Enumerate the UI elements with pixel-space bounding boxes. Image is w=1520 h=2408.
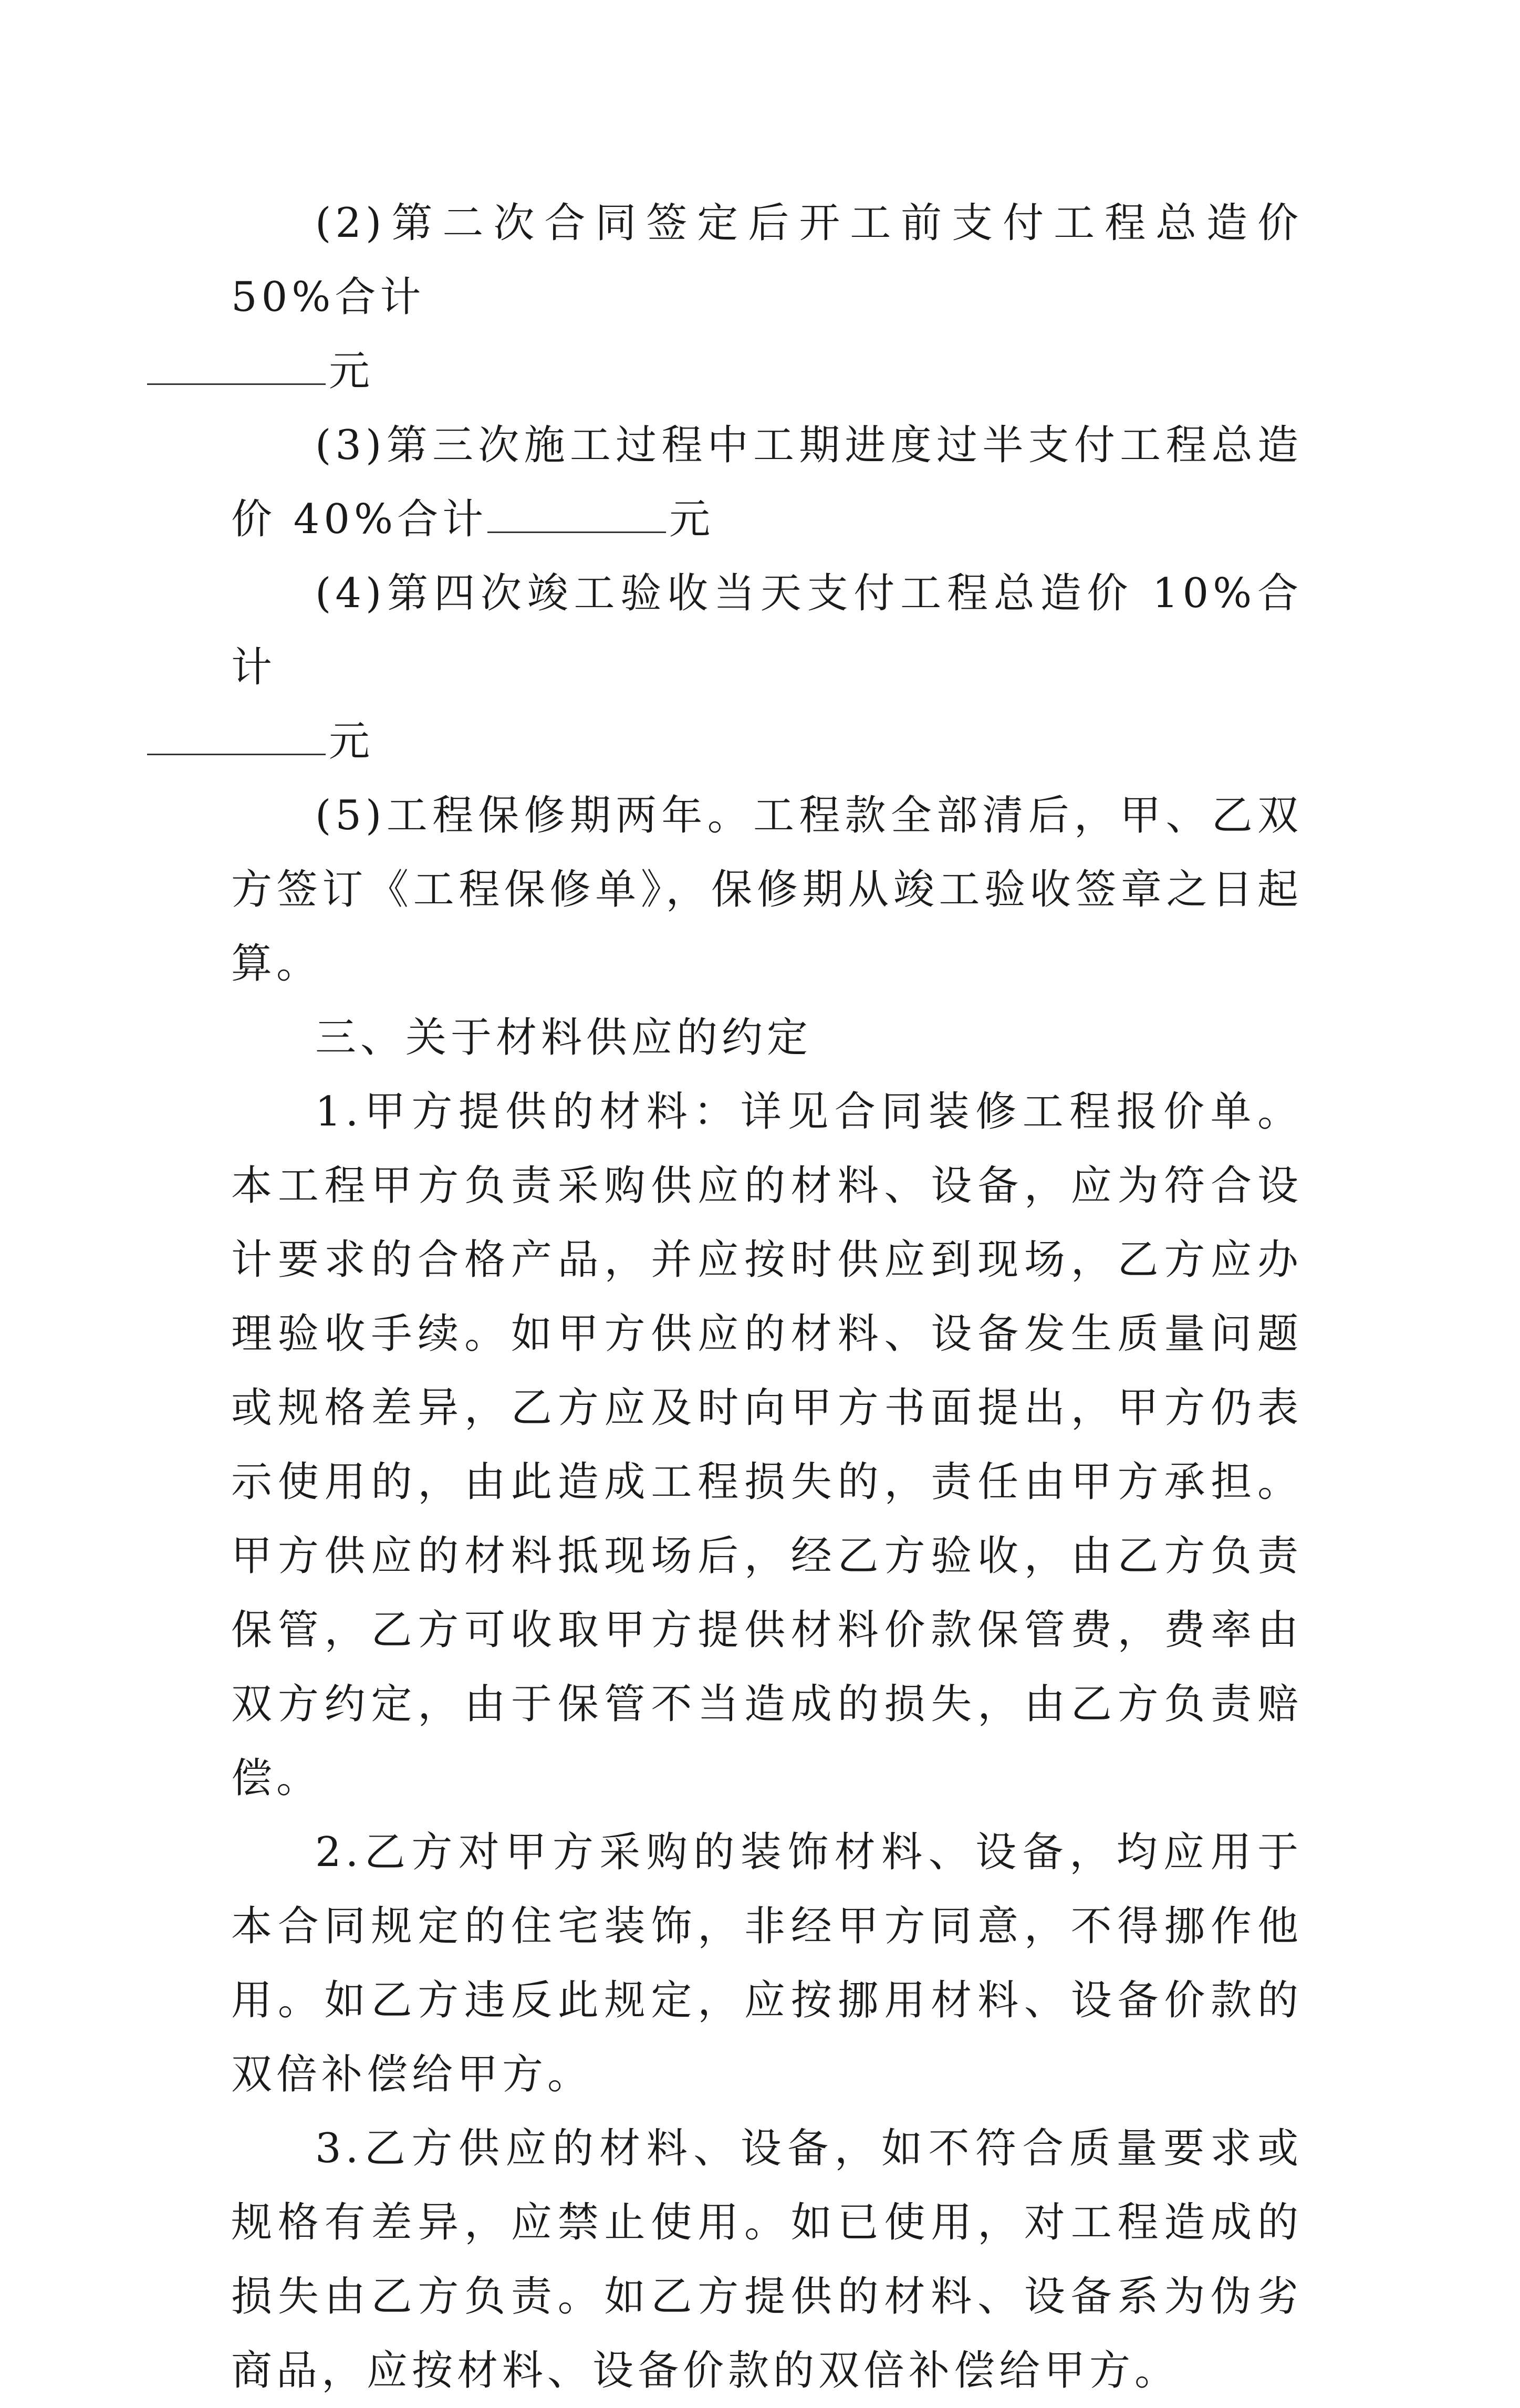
payment-item-4-text: (4)第四次竣工验收当天支付工程总造价 10%合计 — [231, 570, 1303, 691]
amount-blank-4 — [147, 717, 326, 755]
payment-item-3-unit: 元 — [669, 496, 715, 543]
payment-item-4-unit: 元 — [329, 718, 374, 765]
materials-item-1: 1.甲方提供的材料：详见合同装修工程报价单。本工程甲方负责采购供应的材料、设备，应为符合设计要求的合格产品，并应按时供应到现场，乙方应办理验收手续。如甲方供应的材料、设备发生质量问题或规格差异，乙方应及时向甲方书面提出，甲方仍表示使用的，由此造成工程损失的，责任由甲方承担。甲方供应的材料抵现场后，经乙方验收，由乙方负责保管，乙方可收取甲方提供材料价款保管费，费率由双方约定，由于保管不当造成的损失，由乙方负责赔偿。 — [231, 1088, 1303, 1802]
payment-item-2 — [231, 186, 1303, 409]
payment-item-2-text: (2)第二次合同签定后开工前支付工程总造价 50%合计 — [231, 200, 1303, 321]
materials-item-3: 3.乙方供应的材料、设备，如不符合质量要求或规格有差异，应禁止使用。如已使用，对工程造成的损失由乙方负责。如乙方提供的材料、设备系为伪劣商品，应按材料、设备价款的双倍补偿给甲方。 — [231, 2125, 1303, 2394]
document-body — [231, 186, 1303, 2408]
warranty-paragraph: (5)工程保修期两年。工程款全部清后，甲、乙双方签订《工程保修单》，保修期从竣工验收签章之日起算。 — [231, 792, 1303, 987]
amount-blank-2 — [147, 347, 326, 385]
payment-item-3-text: (3)第三次施工过程中工期进度过半支付工程总造价 40%合计 — [231, 422, 1303, 543]
amount-blank-3 — [487, 495, 666, 533]
payment-item-2-unit: 元 — [329, 348, 374, 395]
payment-item-4 — [231, 557, 1303, 779]
materials-item-2: 2.乙方对甲方采购的装饰材料、设备，均应用于本合同规定的住宅装饰，非经甲方同意，不得挪作他用。如乙方违反此规定，应按挪用材料、设备价款的双倍补偿给甲方。 — [231, 1829, 1303, 2098]
section-heading-materials: 三、关于材料供应的约定 — [315, 1014, 813, 1061]
payment-item-3 — [231, 409, 1303, 557]
